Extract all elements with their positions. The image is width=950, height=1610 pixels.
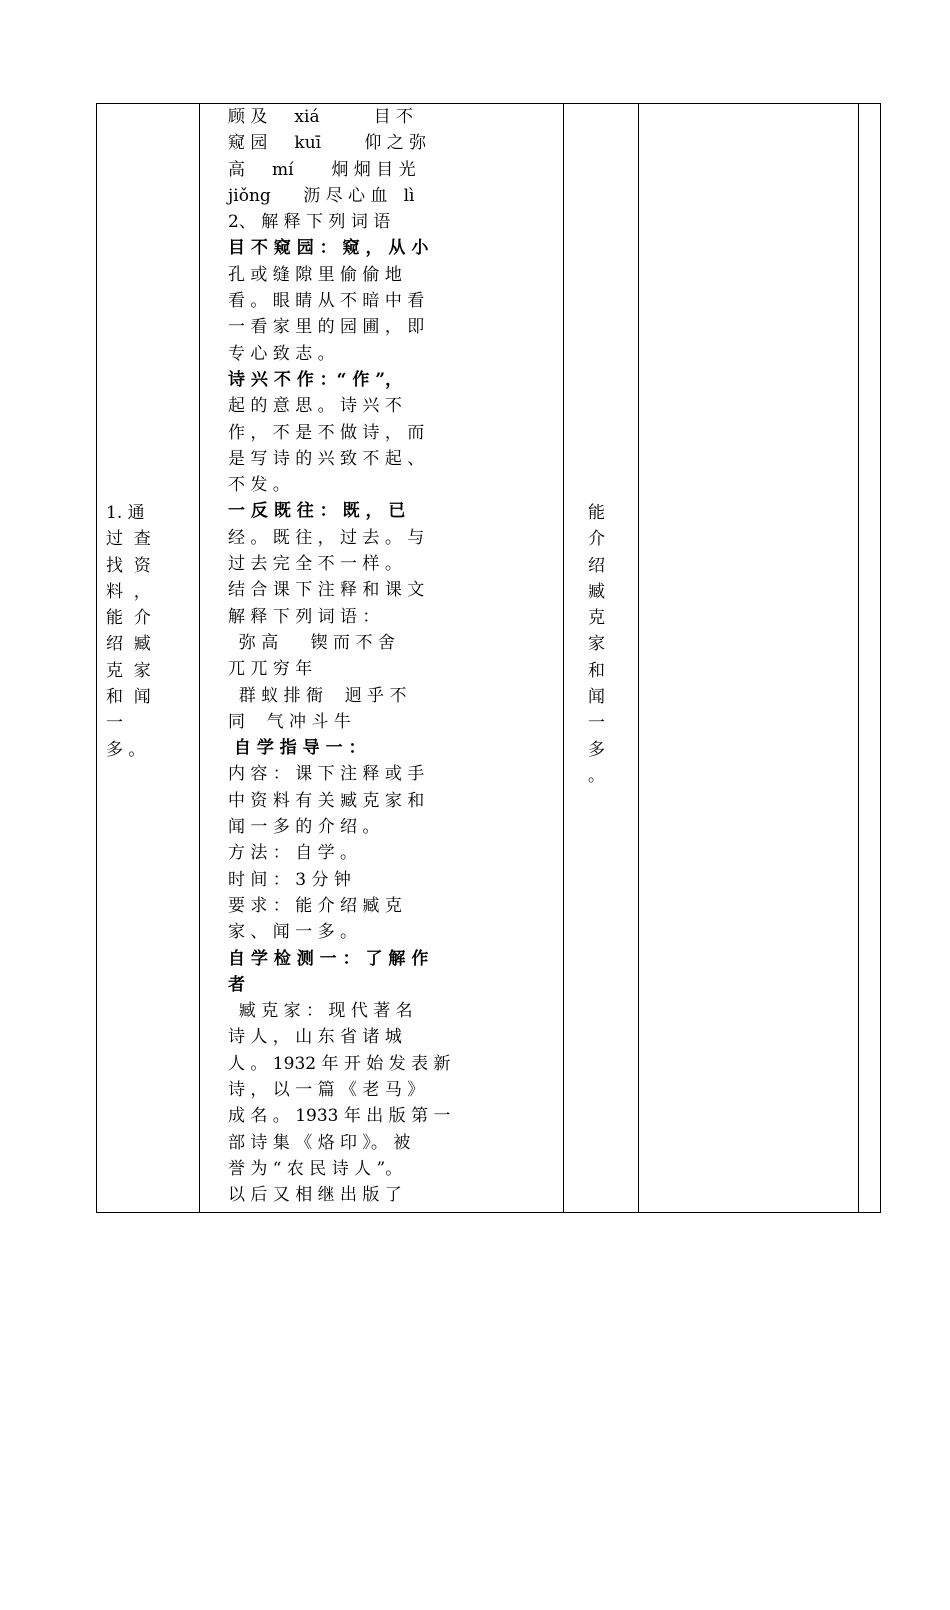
col-target-line: 闻 xyxy=(588,687,605,708)
col-target-line: 多 xyxy=(588,739,605,760)
col-goal-line: 多 。 xyxy=(106,739,146,760)
col-main-line: 时 间 ： 3 分 钟 xyxy=(228,869,351,890)
col-border-1 xyxy=(96,103,97,1213)
col-main-line: 一 反 既 往 ： 既 ， 已 xyxy=(228,501,406,522)
col-main-line: 群 蚁 排 衙 迥 乎 不 xyxy=(228,685,407,706)
goal-cell xyxy=(106,500,176,1610)
col-main-line: 内 容 ： 课 下 注 释 或 手 xyxy=(228,764,425,785)
col-goal-line: 找 资 xyxy=(106,555,151,576)
col-main-line: 部 诗 集 《 烙 印 》。 被 xyxy=(228,1132,411,1153)
col-target-line: 能 xyxy=(588,503,605,523)
col-border-4 xyxy=(638,103,639,1213)
col-main-line: 闻 一 多 的 介 绍 。 xyxy=(228,817,380,838)
col-goal-line: 一 xyxy=(106,713,123,734)
target-cell xyxy=(588,500,608,1610)
col-border-5 xyxy=(858,103,859,1213)
col-main-line: 是 写 诗 的 兴 致 不 起 、 xyxy=(228,448,425,469)
col-goal-line: 绍 臧 xyxy=(106,634,151,655)
col-main-line: 弥 高 锲 而 不 舍 xyxy=(228,632,395,653)
col-main-line: 家 、 闻 一 多 。 xyxy=(228,922,358,943)
col-main-line: 者 xyxy=(228,974,245,995)
col-main-line: 结 合 课 下 注 释 和 课 文 xyxy=(228,580,425,601)
col-target-line: 和 xyxy=(588,660,605,681)
col-main-line: 作 ， 不 是 不 做 诗 ， 而 xyxy=(228,422,425,443)
col-main-line: 誉 为 “ 农 民 诗 人 ”。 xyxy=(228,1158,403,1179)
col-main-line: 人 。 1932 年 开 始 发 表 新 xyxy=(228,1053,451,1074)
col-main-line: 窥 园 kuī 仰 之 弥 xyxy=(228,133,427,154)
col-main-line: 自 学 指 导 一 ： xyxy=(228,738,366,759)
col-goal-line: 能 介 xyxy=(106,608,151,629)
col-main-line: 起 的 意 思 。 诗 兴 不 xyxy=(228,396,402,417)
col-main-line: 经 。 既 往 ， 过 去 。 与 xyxy=(228,527,425,548)
col-main-line: 看 。 眼 睛 从 不 暗 中 看 xyxy=(228,291,425,312)
col-main-line: 自 学 检 测 一 ： 了 解 作 xyxy=(228,948,429,969)
col-main-line: 专 心 致 志 。 xyxy=(228,343,335,364)
col-main-line: 诗 人 ， 山 东 省 诸 城 xyxy=(228,1027,402,1048)
col-main-line: 兀 兀 穷 年 xyxy=(228,659,313,680)
col-main-line: jiǒng 沥 尽 心 血 lì xyxy=(228,185,415,206)
col-target-line: 绍 xyxy=(588,555,605,576)
col-main-line: 孔 或 缝 隙 里 偷 偷 地 xyxy=(228,264,402,285)
col-main-line: 成 名 。 1933 年 出 版 第 一 xyxy=(228,1106,451,1127)
col-main-line: 要 求 ： 能 介 绍 臧 克 xyxy=(228,895,402,916)
col-border-6 xyxy=(880,103,881,1213)
col-main-line: 方 法 ： 自 学 。 xyxy=(228,843,358,864)
main-content-cell xyxy=(228,104,538,1214)
col-main-line: 一 看 家 里 的 园 圃 ， 即 xyxy=(228,317,425,338)
col-main-line: 诗 ， 以 一 篇 《 老 马 》 xyxy=(228,1079,425,1100)
col-goal-line: 和 闻 xyxy=(106,687,151,708)
col-main-line: 不 发 。 xyxy=(228,475,290,496)
col-main-line: 顾 及 xiá 目 不 xyxy=(228,107,414,127)
col-target-line: 。 xyxy=(588,765,605,786)
col-goal-line: 克 家 xyxy=(106,660,151,681)
col-goal-line: 过 查 xyxy=(106,529,151,550)
col-target-line: 臧 xyxy=(588,581,605,602)
col-main-line: 中 资 料 有 关 臧 克 家 和 xyxy=(228,790,425,811)
col-target-line: 克 xyxy=(588,608,605,629)
col-main-line: 过 去 完 全 不 一 样 。 xyxy=(228,554,402,575)
col-main-line: 以 后 又 相 继 出 版 了 xyxy=(228,1185,402,1206)
col-main-line: 高 mí 炯 炯 目 光 xyxy=(228,159,416,180)
col-main-line: 同 气 冲 斗 牛 xyxy=(228,711,351,732)
col-border-2 xyxy=(199,103,200,1213)
col-goal-line: 料 ， xyxy=(106,581,151,602)
col-goal-line: 1. 通 xyxy=(106,503,145,523)
col-main-line: 解 释 下 列 词 语 ： xyxy=(228,606,380,627)
col-main-line: 目 不 窥 园 ： 窥 ， 从 小 xyxy=(228,238,429,259)
col-target-line: 介 xyxy=(588,529,605,550)
col-target-line: 家 xyxy=(588,634,605,655)
col-main-line: 2、 解 释 下 列 词 语 xyxy=(228,212,391,233)
col-main-line: 诗 兴 不 作 ：“ 作 ”， xyxy=(228,369,403,390)
col-border-3 xyxy=(563,103,564,1213)
col-target-line: 一 xyxy=(588,713,605,734)
col-main-line: 臧 克 家 ： 现 代 著 名 xyxy=(228,1001,413,1022)
